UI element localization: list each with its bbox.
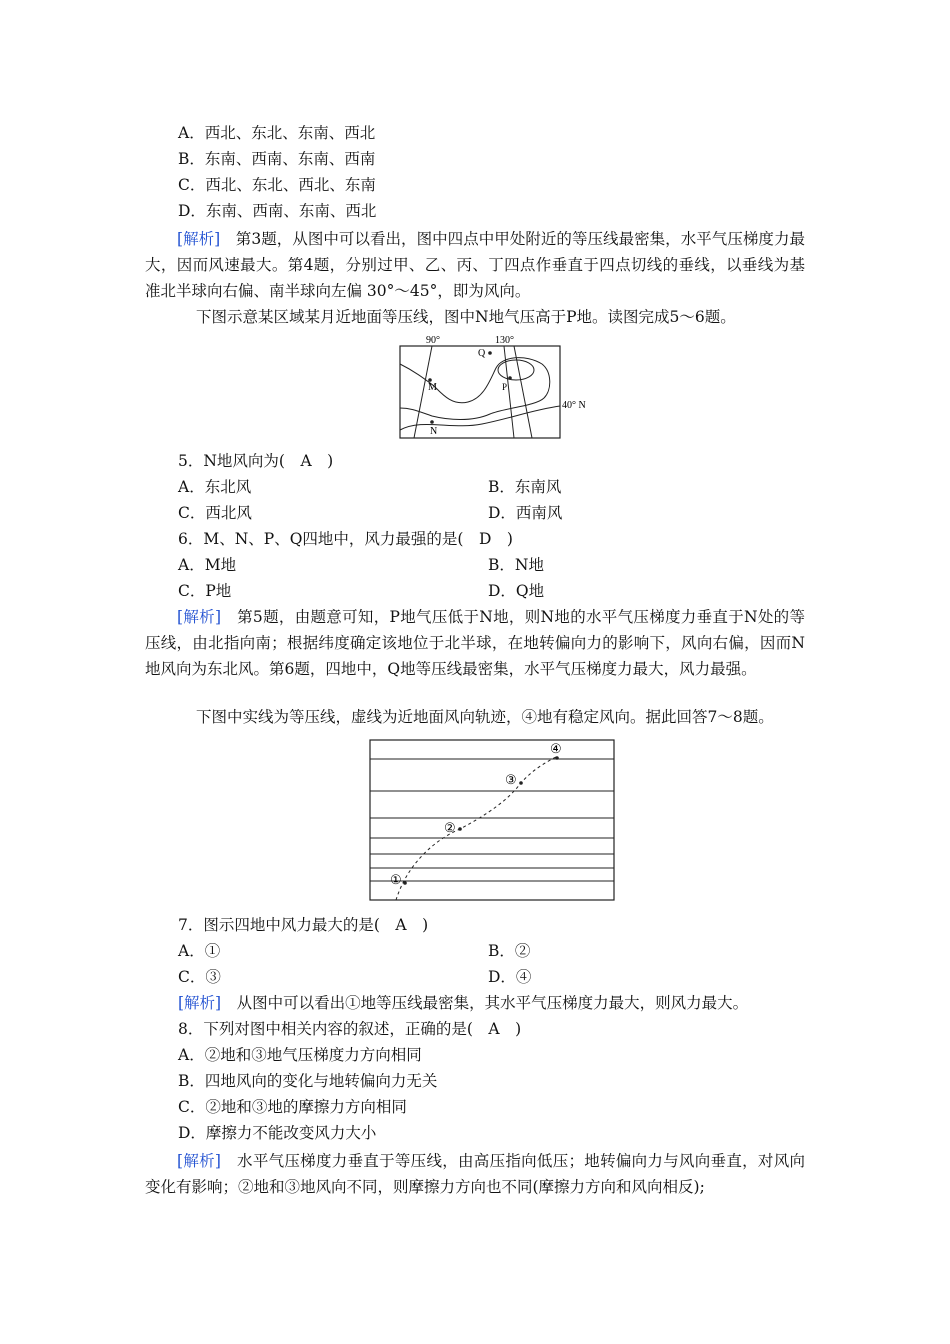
low-pressure-ellipse: [498, 360, 534, 380]
analysis-3-4: [145, 226, 805, 304]
label-lat-40n: 40° N: [562, 400, 586, 411]
label-point-3: ③: [505, 772, 517, 787]
label-p: P: [502, 382, 508, 392]
q7-option-b: B．②: [488, 942, 531, 960]
point-q-dot: [488, 351, 492, 355]
label-m: M: [428, 382, 437, 393]
q5-option-c: C．西北风: [178, 504, 252, 522]
q7-option-d: D．④: [488, 968, 532, 986]
label-point-1: ①: [390, 872, 402, 887]
point-1-dot: [403, 881, 407, 885]
q7-option-c: C．③: [178, 968, 221, 986]
q8-stem: 8．下列对图中相关内容的叙述，正确的是( A ): [178, 1020, 522, 1038]
q8-option-c: C．②地和③地的摩擦力方向相同: [178, 1098, 407, 1116]
analysis-tag: [解析]: [178, 994, 222, 1012]
analysis-7-text: 从图中可以看出①地等压线最密集，其水平气压梯度力最大，则风力最大。: [236, 994, 749, 1012]
q7-stem: 7．图示四地中风力最大的是( A ): [178, 916, 429, 934]
q6-option-d: D．Q地: [488, 582, 545, 600]
isobar-1: [400, 358, 550, 420]
intro-7-8: 下图中实线为等压线，虚线为近地面风向轨迹，④地有稳定风向。据此回答7～8题。: [196, 708, 774, 726]
q5-stem: 5．N地风向为( A ): [178, 452, 334, 470]
intro-5-6: 下图示意某区域某月近地面等压线，图中N地气压高于P地。读图完成5～6题。: [196, 308, 736, 326]
q8-option-b: B．四地风向的变化与地转偏向力无关: [178, 1072, 438, 1090]
isobar-map-1: [392, 334, 622, 440]
point-p-dot: [508, 376, 512, 380]
analysis-tag: [解析]: [177, 230, 221, 248]
q8-option-a: A．②地和③地气压梯度力方向相同: [178, 1046, 422, 1064]
isobar-map-2: [368, 738, 618, 902]
point-n-dot: [430, 420, 434, 424]
analysis-tag: [解析]: [177, 608, 222, 626]
q6-option-b: B．N地: [488, 556, 544, 574]
label-q: Q: [478, 348, 486, 359]
q5-option-a: A．东北风: [178, 478, 252, 496]
analysis-8-text: 水平气压梯度力垂直于等压线，由高压指向低压；地转偏向力与风向垂直，对风向变化有影响；②地和③地风向不同，则摩擦力方向也不同(摩擦力方向和风向相反);: [145, 1152, 805, 1196]
q4-option-c: C．西北、东北、西北、东南: [178, 176, 376, 194]
wind-trajectory: [396, 756, 558, 900]
q8-option-d: D．摩擦力不能改变风力大小: [178, 1124, 377, 1142]
label-lon-130: 130°: [495, 335, 514, 346]
label-lon-90: 90°: [426, 335, 440, 346]
q5-option-d: D．西南风: [488, 504, 563, 522]
q4-option-d: D．东南、西南、东南、西北: [178, 202, 377, 220]
label-point-4: ④: [550, 741, 562, 756]
q4-option-b: B．东南、西南、东南、西南: [178, 150, 376, 168]
q6-option-c: C．P地: [178, 582, 232, 600]
analysis-5-6: [145, 604, 805, 682]
label-point-2: ②: [444, 820, 456, 835]
q6-option-a: A．M地: [178, 556, 237, 574]
analysis-tag: [解析]: [177, 1152, 221, 1170]
q5-option-b: B．东南风: [488, 478, 562, 496]
isobar-2: [400, 406, 560, 430]
analysis-3-4-text: 第3题，从图中可以看出，图中四点中甲处附近的等压线最密集，水平气压梯度力最大，因而风速最大。第4题，分别过甲、乙、丙、丁四点作垂直于四点切线的垂线，以垂线为基准北半球向右偏、南半球向左偏 30°～45°，即为风向。: [145, 230, 805, 300]
point-4-dot: [555, 756, 559, 760]
point-2-dot: [458, 827, 462, 831]
point-3-dot: [519, 781, 523, 785]
q6-stem: 6．M、N、P、Q四地中，风力最强的是( D ): [178, 530, 513, 548]
q4-option-a: A．西北、东北、东南、西北: [178, 124, 376, 142]
q7-option-a: A．①: [178, 942, 221, 960]
label-n: N: [430, 426, 438, 437]
analysis-8: [145, 1148, 805, 1200]
analysis-5-6-text: 第5题，由题意可知，P地气压低于N地，则N地的水平气压梯度力垂直于N处的等压线，由北指向南；根据纬度确定该地位于北半球，在地转偏向力的影响下，风向右偏，因而N地风向为东北风。第6题，四地中，Q地等压线最密集，水平气压梯度力最大，风力最强。: [145, 608, 805, 678]
analysis-7: [178, 992, 748, 1014]
